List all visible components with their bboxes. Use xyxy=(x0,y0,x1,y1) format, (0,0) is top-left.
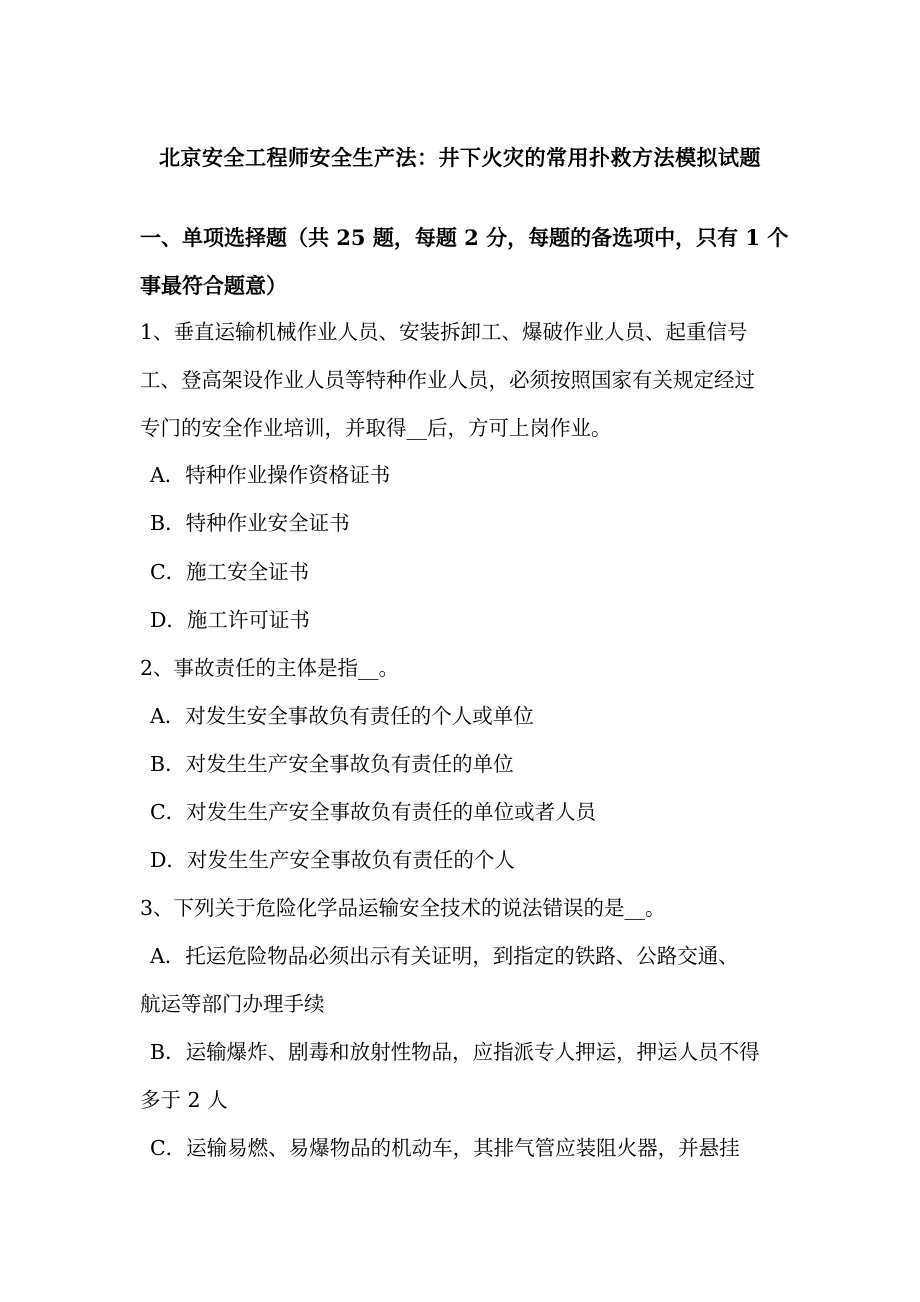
question-2-stem-line-1: 2、事故责任的主体是指__。 xyxy=(140,656,400,680)
question-3-option-b-line-2: 多于 2 人 xyxy=(140,1088,228,1112)
question-1-stem-line-2: 工、登高架设作业人员等特种作业人员，必须按照国家有关规定经过 xyxy=(140,368,755,392)
question-2-option-c: C．对发生生产安全事故负有责任的单位或者人员 xyxy=(150,800,597,824)
question-1-option-d: D．施工许可证书 xyxy=(150,608,310,632)
question-2-option-d: D．对发生生产安全事故负有责任的个人 xyxy=(150,848,515,872)
section-heading-line-1: 一、单项选择题（共 25 题，每题 2 分，每题的备选项中，只有 1 个 xyxy=(140,225,789,250)
question-3-option-b-line-1: B．运输爆炸、剧毒和放射性物品，应指派专人押运，押运人员不得 xyxy=(150,1040,760,1064)
question-1-stem-line-3: 专门的安全作业培训，并取得__后，方可上岗作业。 xyxy=(140,416,612,440)
question-1-option-b: B．特种作业安全证书 xyxy=(150,511,350,535)
question-1-option-c: C．施工安全证书 xyxy=(150,560,310,584)
question-3-option-a-line-1: A．托运危险物品必须出示有关证明，到指定的铁路、公路交通、 xyxy=(150,944,739,968)
question-3-option-c-line-1: C．运输易燃、易爆物品的机动车，其排气管应装阻火器，并悬挂 xyxy=(150,1136,740,1160)
question-1-stem-line-1: 1、垂直运输机械作业人员、安装拆卸工、爆破作业人员、起重信号 xyxy=(140,320,748,344)
section-heading-line-2: 事最符合题意） xyxy=(140,273,287,298)
question-3-option-a-line-2: 航运等部门办理手续 xyxy=(140,992,325,1016)
question-2-option-b: B．对发生生产安全事故负有责任的单位 xyxy=(150,752,514,776)
question-1-option-a: A．特种作业操作资格证书 xyxy=(150,463,391,487)
question-3-stem-line-1: 3、下列关于危险化学品运输安全技术的说法错误的是__。 xyxy=(140,896,666,920)
document-title: 北京安全工程师安全生产法：井下火灾的常用扑救方法模拟试题 xyxy=(159,145,761,170)
question-2-option-a: A．对发生安全事故负有责任的个人或单位 xyxy=(150,704,534,728)
